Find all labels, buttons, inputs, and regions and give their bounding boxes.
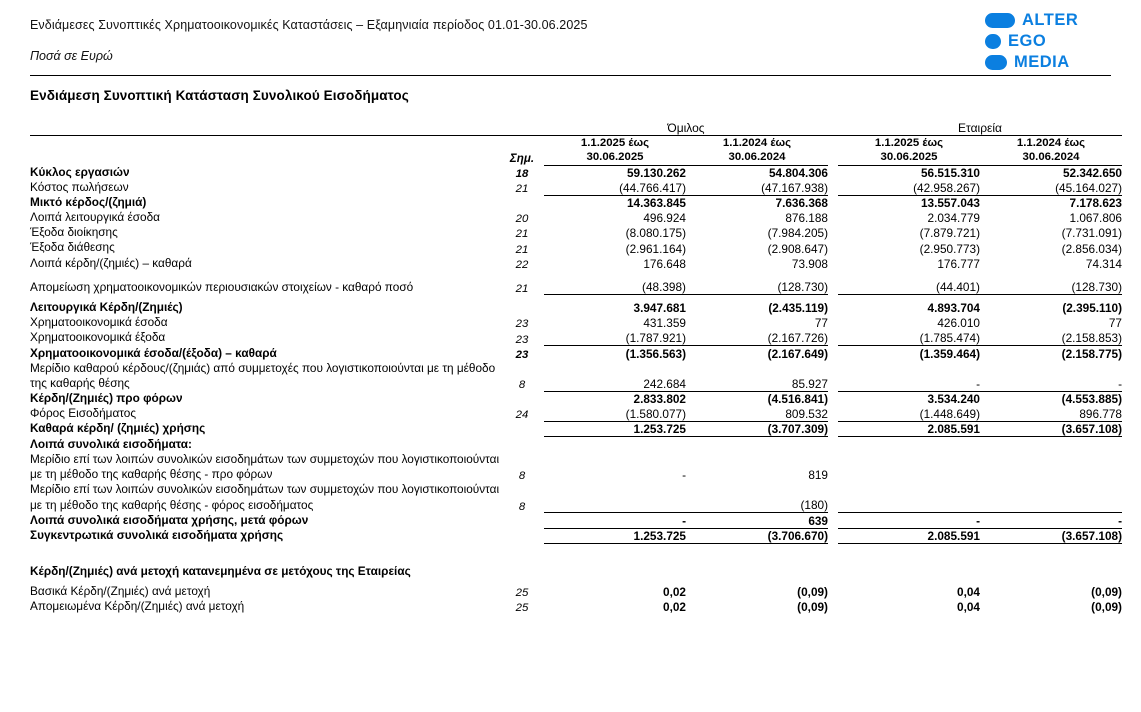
row-note: 22 — [515, 258, 529, 271]
alter-ego-media-logo — [985, 10, 1115, 72]
table-row — [30, 391, 1122, 406]
row-note: 8 — [518, 500, 526, 513]
row-value: (47.167.938) — [686, 180, 828, 195]
row-label: Λοιπά λειτουργικά έσοδα — [30, 210, 160, 225]
row-value: 85.927 — [686, 361, 828, 392]
row-value: 73.908 — [791, 256, 828, 271]
table-row — [30, 452, 1122, 483]
column-header-4-line1: 1.1.2024 έως — [1016, 137, 1086, 149]
row-label: Μερίδιο επί των λοιπών συνολικών εισοδημάτων των συμμετοχών που λογιστικοποιούνται με τη μέθοδο της καθαρής θέσης - προ φόρων — [30, 451, 500, 481]
row-note — [500, 391, 544, 406]
row-note: 23 — [515, 318, 529, 331]
row-value: (128.730) — [686, 280, 828, 295]
row-value: (4.516.841) — [767, 392, 828, 407]
row-value: (7.879.721) — [919, 226, 980, 241]
row-label: Λοιπά συνολικά εισοδήματα χρήσης, μετά φόρων — [30, 512, 309, 527]
eps-section-title: Κέρδη/(Ζημιές) ανά μετοχή κατανεμημένα σε μετόχους της Εταιρείας — [30, 563, 411, 578]
row-value: (0,09) — [1091, 599, 1122, 614]
row-value: (4.553.885) — [1061, 392, 1122, 407]
logo-pill-1 — [985, 13, 1015, 28]
row-value: 176.777 — [937, 256, 980, 271]
row-value: 74.314 — [1085, 256, 1122, 271]
logo-pill-3 — [985, 55, 1007, 70]
logo-text-media: MEDIA — [1014, 52, 1070, 71]
row-value: (2.856.034) — [1061, 241, 1122, 256]
row-value: - — [980, 513, 1122, 528]
row-value: (0,09) — [797, 599, 828, 614]
row-value: 2.085.591 — [838, 528, 980, 543]
row-value: 809.532 — [686, 406, 828, 421]
row-label: Λειτουργικά Κέρδη/(Ζημιές) — [30, 300, 183, 315]
row-value: (3.706.670) — [686, 528, 828, 543]
row-value: 426.010 — [937, 316, 980, 331]
row-note: 21 — [515, 282, 529, 295]
row-label: Λοιπά κέρδη/(ζημιές) – καθαρά — [30, 255, 192, 270]
row-value: (2.950.773) — [919, 241, 980, 256]
document-header — [0, 0, 1141, 71]
row-note: 23 — [515, 348, 529, 361]
row-note — [500, 195, 544, 210]
income-statement-table — [30, 121, 1122, 614]
row-label: Κόστος πωλήσεων — [30, 180, 129, 195]
row-value: - — [682, 468, 686, 483]
column-header-3 — [838, 136, 980, 166]
row-value: (180) — [686, 482, 828, 513]
row-label: Μερίδιο επί των λοιπών συνολικών εισοδημάτων των συμμετοχών που λογιστικοποιούνται με τη μέθοδο της καθαρής θέσης - φόρος εισοδήματος — [30, 482, 500, 512]
row-value: 77 — [814, 316, 828, 331]
row-label: Λοιπά συνολικά εισοδήματα: — [30, 436, 192, 451]
table-column-header-row — [30, 136, 1122, 166]
table-row — [30, 421, 1122, 436]
row-note — [500, 300, 544, 315]
row-value: - — [980, 361, 1122, 392]
spacer — [30, 543, 1122, 564]
row-note — [500, 421, 544, 436]
table-row — [30, 584, 1122, 599]
row-value: 1.067.806 — [1069, 211, 1122, 226]
row-value: - — [544, 513, 686, 528]
row-value: 176.648 — [643, 256, 686, 271]
row-value: (2.158.853) — [980, 330, 1122, 345]
row-value: (1.580.077) — [544, 406, 686, 421]
row-value: (2.908.647) — [767, 241, 828, 256]
row-value — [838, 437, 980, 452]
row-value: 56.515.310 — [838, 165, 980, 180]
row-label: Μικτό κέρδος/(ζημιά) — [30, 195, 147, 210]
row-label: Κύκλος εργασιών — [30, 165, 130, 179]
table-row — [30, 256, 1122, 271]
group-header-omilos: Όμιλος — [667, 121, 705, 135]
row-note: 24 — [515, 409, 529, 422]
table-row — [30, 406, 1122, 421]
table-row — [30, 240, 1122, 255]
row-value: (2.395.110) — [1062, 301, 1122, 316]
table-row — [30, 599, 1122, 614]
row-note — [500, 528, 544, 543]
row-value: 0,02 — [663, 584, 686, 599]
row-value: 7.636.368 — [775, 196, 828, 211]
logo-text-ego: EGO — [1008, 31, 1047, 50]
row-value: 242.684 — [544, 361, 686, 392]
row-value: (3.657.108) — [980, 528, 1122, 543]
logo-row-3 — [985, 52, 1115, 72]
row-value — [980, 482, 1122, 513]
row-value: 4.893.704 — [927, 301, 980, 316]
column-header-2-line2: 30.06.2024 — [728, 151, 786, 164]
row-label: Συγκεντρωτικά συνολικά εισοδήματα χρήσης — [30, 528, 284, 543]
table-row — [30, 330, 1122, 345]
row-value: (2.167.726) — [686, 330, 828, 345]
table-row — [30, 437, 1122, 452]
row-value: 77 — [1108, 316, 1122, 331]
row-value: - — [838, 361, 980, 392]
row-label: Έξοδα διάθεσης — [30, 240, 115, 255]
amounts-unit-note: Ποσά σε Ευρώ — [30, 49, 113, 63]
row-value: (2.158.775) — [1061, 346, 1122, 361]
row-value: 3.534.240 — [927, 392, 980, 407]
row-note: 18 — [515, 168, 529, 181]
table-row — [30, 195, 1122, 210]
row-value: (45.164.027) — [980, 180, 1122, 195]
row-label: Χρηματοοικονομικά έσοδα — [30, 315, 168, 330]
group-header-etaireia: Εταιρεία — [958, 121, 1002, 135]
row-label: Έξοδα διοίκησης — [30, 225, 118, 240]
row-note: 8 — [518, 470, 526, 483]
row-value: 1.253.725 — [544, 421, 686, 436]
row-value: 59.130.262 — [544, 165, 686, 180]
logo-row-1 — [985, 10, 1115, 30]
row-value: 54.804.306 — [686, 165, 828, 180]
table-row — [30, 225, 1122, 240]
table-row — [30, 165, 1122, 180]
table-group-header-row — [30, 121, 1122, 136]
row-note — [500, 513, 544, 528]
column-header-2-line1: 1.1.2024 έως — [722, 137, 792, 149]
row-value — [980, 452, 1122, 483]
row-value: (2.435.119) — [768, 301, 828, 316]
row-value — [544, 437, 686, 452]
note-column-header: Σημ. — [500, 136, 544, 166]
logo-row-2 — [985, 31, 1115, 51]
column-header-1-line1: 1.1.2025 έως — [580, 137, 650, 149]
row-value: (44.766.417) — [544, 180, 686, 195]
row-note: 21 — [515, 228, 529, 241]
logo-text-alter: ALTER — [1022, 10, 1079, 29]
table-row — [30, 528, 1122, 543]
row-value: (1.785.474) — [838, 330, 980, 345]
row-value: 431.359 — [643, 316, 686, 331]
row-value — [838, 452, 980, 483]
row-label: Απομειωμένα Κέρδη/(Ζημιές) ανά μετοχή — [30, 598, 245, 613]
table-row — [30, 315, 1122, 330]
table-row — [30, 361, 1122, 392]
row-value: - — [838, 513, 980, 528]
row-value: (7.731.091) — [1061, 226, 1122, 241]
row-value: (128.730) — [980, 280, 1122, 295]
row-label: Μερίδιο καθαρού κέρδους/(ζημιάς) από συμμετοχές που λογιστικοποιούνται με τη μέθοδο της καθαρής θέσης — [30, 360, 496, 390]
row-value: 496.924 — [643, 211, 686, 226]
table-row — [30, 280, 1122, 295]
row-value — [544, 482, 686, 513]
column-header-1 — [544, 136, 686, 166]
row-value — [980, 437, 1122, 452]
row-note: 25 — [515, 586, 529, 599]
table-row — [30, 210, 1122, 225]
row-value: (2.961.164) — [625, 241, 686, 256]
spacer — [30, 271, 1122, 280]
row-value: 0,04 — [957, 599, 980, 614]
row-value: 52.342.650 — [980, 165, 1122, 180]
row-label: Κέρδη/(Ζημιές) προ φόρων — [30, 391, 183, 406]
row-value: (8.080.175) — [625, 226, 686, 241]
row-note: 8 — [518, 379, 526, 392]
table-row — [30, 180, 1122, 195]
column-header-3-line2: 30.06.2025 — [880, 151, 938, 164]
column-header-3-line1: 1.1.2025 έως — [874, 137, 944, 149]
row-label: Φόρος Εισοδήματος — [30, 406, 137, 421]
row-value: (0,09) — [1091, 584, 1122, 599]
row-value: 819 — [808, 468, 828, 483]
document-title: Ενδιάμεσες Συνοπτικές Χρηματοοικονομικές Καταστάσεις – Εξαμηνιαία περίοδος 01.01-30.06.2025 — [30, 18, 588, 32]
table-row — [30, 300, 1122, 315]
row-label: Απομείωση χρηματοοικονομικών περιουσιακών στοιχείων - καθαρό ποσό — [30, 279, 414, 294]
row-value — [838, 482, 980, 513]
row-value: 1.253.725 — [544, 528, 686, 543]
statement-section-title: Ενδιάμεση Συνοπτική Κατάσταση Συνολικού Εισοδήματος — [30, 88, 409, 103]
header-divider — [30, 75, 1111, 76]
row-value: 2.034.779 — [927, 211, 980, 226]
column-header-1-line2: 30.06.2025 — [586, 151, 644, 164]
table-row — [30, 482, 1122, 513]
row-value: (1.359.464) — [919, 346, 980, 361]
row-note: 21 — [515, 183, 529, 196]
row-label: Βασικά Κέρδη/(Ζημιές) ανά μετοχή — [30, 583, 211, 598]
row-label: Καθαρά κέρδη/ (ζημιές) χρήσης — [30, 421, 206, 436]
row-value: 639 — [686, 513, 828, 528]
row-value: 14.363.845 — [626, 196, 686, 211]
column-header-2 — [686, 136, 828, 166]
table-row — [30, 346, 1122, 361]
row-value: 876.188 — [785, 211, 828, 226]
row-value: (42.958.267) — [838, 180, 980, 195]
row-label: Χρηματοοικονομικά έξοδα — [30, 330, 166, 345]
row-value: 7.178.623 — [1069, 196, 1122, 211]
row-note: 25 — [515, 601, 529, 614]
row-value: 2.833.802 — [633, 392, 686, 407]
row-note — [500, 437, 544, 452]
row-value: 3.947.681 — [633, 301, 686, 316]
row-value: 896.778 — [980, 406, 1122, 421]
row-value: (7.984.205) — [767, 226, 828, 241]
row-value: (2.167.649) — [767, 346, 828, 361]
row-value: (3.707.309) — [686, 421, 828, 436]
row-value: (0,09) — [797, 584, 828, 599]
column-header-4 — [980, 136, 1122, 166]
row-value: (48.398) — [544, 280, 686, 295]
row-note: 20 — [515, 213, 529, 226]
table-row — [30, 513, 1122, 528]
column-header-4-line2: 30.06.2024 — [1022, 151, 1080, 164]
row-value: (1.448.649) — [838, 406, 980, 421]
row-value: 2.085.591 — [838, 421, 980, 436]
logo-pill-2 — [985, 34, 1001, 49]
row-value: 13.557.043 — [920, 196, 980, 211]
row-value: (1.787.921) — [544, 330, 686, 345]
row-value: 0,02 — [663, 599, 686, 614]
eps-section-title-row — [30, 564, 1122, 579]
row-value: (1.356.563) — [625, 346, 686, 361]
row-value: (3.657.108) — [980, 421, 1122, 436]
row-value: (44.401) — [838, 280, 980, 295]
row-note: 23 — [515, 333, 529, 346]
row-note: 21 — [515, 243, 529, 256]
row-label: Χρηματοοικονομικά έσοδα/(έξοδα) – καθαρά — [30, 345, 277, 360]
row-value: 0,04 — [957, 584, 980, 599]
row-value — [686, 437, 828, 452]
